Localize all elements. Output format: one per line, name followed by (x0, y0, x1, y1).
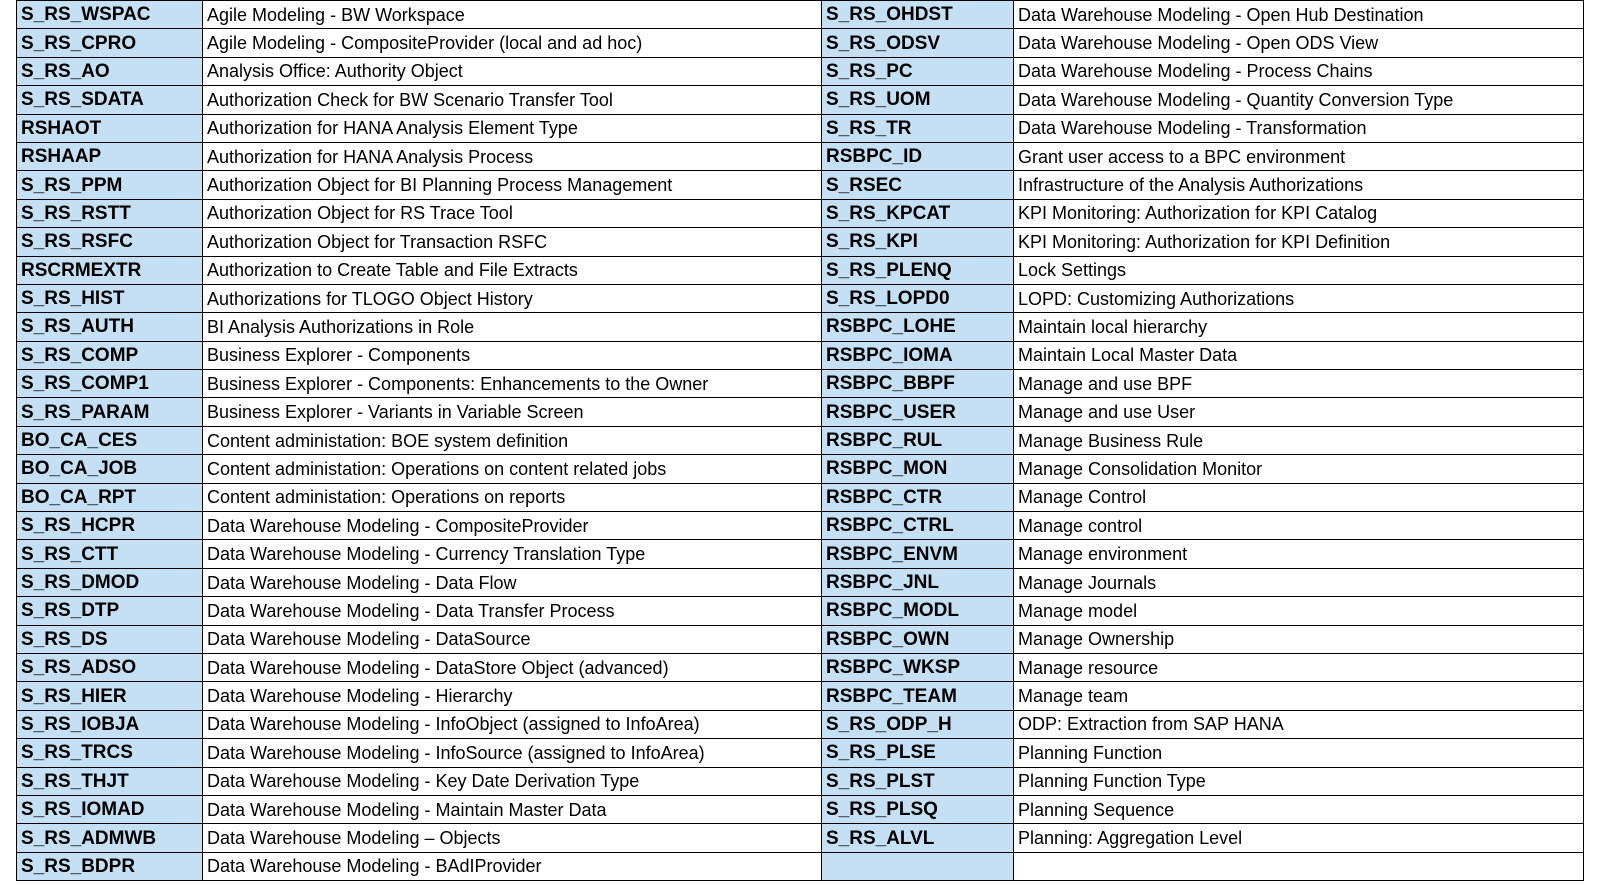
authorization-object-description: KPI Monitoring: Authorization for KPI Catalog (1014, 199, 1584, 227)
table-row (17, 29, 822, 57)
authorization-object-code: S_RS_ADSO (17, 653, 203, 681)
authorization-object-code: RSBPC_LOHE (822, 313, 1014, 341)
authorization-object-code: S_RS_PLENQ (822, 256, 1014, 284)
authorization-object-description: Agile Modeling - CompositeProvider (local and ad hoc) (203, 29, 822, 57)
authorization-object-code: S_RS_ALVL (822, 824, 1014, 852)
authorization-object-description: Manage Business Rule (1014, 426, 1584, 454)
authorization-object-description: Maintain local hierarchy (1014, 313, 1584, 341)
authorization-object-code: S_RSEC (822, 171, 1014, 199)
table-row (17, 540, 822, 568)
table-row (17, 114, 822, 142)
right-table-body (822, 1, 1584, 881)
authorization-object-code: S_RS_HCPR (17, 512, 203, 540)
table-row (17, 341, 822, 369)
table-row (17, 455, 822, 483)
table-row (17, 171, 822, 199)
table-row (17, 398, 822, 426)
authorization-object-description: Manage Ownership (1014, 625, 1584, 653)
authorization-object-description: Data Warehouse Modeling – Objects (203, 824, 822, 852)
table-row (822, 710, 1584, 738)
authorization-object-description: Lock Settings (1014, 256, 1584, 284)
authorization-object-code (822, 852, 1014, 880)
table-row (822, 341, 1584, 369)
authorization-object-description: Content administation: Operations on reports (203, 483, 822, 511)
authorization-object-description: Data Warehouse Modeling - CompositeProvider (203, 512, 822, 540)
authorization-object-code: S_RS_AUTH (17, 313, 203, 341)
table-row (17, 682, 822, 710)
table-row (822, 568, 1584, 596)
table-row (17, 1, 822, 29)
table-row (822, 142, 1584, 170)
authorization-object-code: S_RS_IOBJA (17, 710, 203, 738)
table-row (822, 86, 1584, 114)
authorization-object-code: S_RS_HIST (17, 284, 203, 312)
table-row (822, 57, 1584, 85)
table-row (822, 852, 1584, 880)
table-row (822, 284, 1584, 312)
table-row (822, 824, 1584, 852)
table-row (822, 597, 1584, 625)
authorization-object-description: Authorizations for TLOGO Object History (203, 284, 822, 312)
table-row (17, 824, 822, 852)
authorization-object-description: Data Warehouse Modeling - InfoObject (assigned to InfoArea) (203, 710, 822, 738)
table-row (822, 398, 1584, 426)
authorization-object-code: BO_CA_CES (17, 426, 203, 454)
table-row (822, 483, 1584, 511)
authorization-object-description: Infrastructure of the Analysis Authorizations (1014, 171, 1584, 199)
authorization-object-description: Business Explorer - Variants in Variable Screen (203, 398, 822, 426)
authorization-object-description: Data Warehouse Modeling - Quantity Conversion Type (1014, 86, 1584, 114)
authorization-object-code: S_RS_TR (822, 114, 1014, 142)
authorization-object-description: Planning: Aggregation Level (1014, 824, 1584, 852)
table-row (17, 597, 822, 625)
authorization-object-code: S_RS_THJT (17, 767, 203, 795)
authorization-object-description: Manage and use User (1014, 398, 1584, 426)
table-row (822, 653, 1584, 681)
table-row (822, 455, 1584, 483)
authorization-object-description: Data Warehouse Modeling - Hierarchy (203, 682, 822, 710)
authorization-object-description: BI Analysis Authorizations in Role (203, 313, 822, 341)
authorization-object-description: Data Warehouse Modeling - DataSource (203, 625, 822, 653)
authorization-object-code: S_RS_RSTT (17, 199, 203, 227)
authorization-object-description: Planning Function (1014, 739, 1584, 767)
authorization-object-code: BO_CA_JOB (17, 455, 203, 483)
table-row (822, 313, 1584, 341)
authorization-object-code: S_RS_DTP (17, 597, 203, 625)
table-row (17, 767, 822, 795)
authorization-object-description: Authorization for HANA Analysis Process (203, 142, 822, 170)
left-table-body (17, 1, 822, 881)
authorization-object-code: S_RS_ADMWB (17, 824, 203, 852)
table-row (822, 370, 1584, 398)
authorization-object-code: RSCRMEXTR (17, 256, 203, 284)
authorization-object-code: S_RS_KPCAT (822, 199, 1014, 227)
table-row (17, 710, 822, 738)
authorization-object-code: S_RS_COMP1 (17, 370, 203, 398)
table-row (17, 795, 822, 823)
authorization-object-code: S_RS_UOM (822, 86, 1014, 114)
authorization-object-code: RSBPC_MON (822, 455, 1014, 483)
authorization-object-code: RSBPC_CTR (822, 483, 1014, 511)
table-row (17, 625, 822, 653)
table-row (17, 86, 822, 114)
authorization-object-description: Business Explorer - Components: Enhancements to the Owner (203, 370, 822, 398)
authorization-object-description: KPI Monitoring: Authorization for KPI Definition (1014, 228, 1584, 256)
authorization-object-code: S_RS_SDATA (17, 86, 203, 114)
authorization-object-description: Planning Function Type (1014, 767, 1584, 795)
authorization-object-code: S_RS_COMP (17, 341, 203, 369)
authorization-object-description (1014, 852, 1584, 880)
authorization-object-description: Business Explorer - Components (203, 341, 822, 369)
table-row (17, 653, 822, 681)
table-row (17, 852, 822, 880)
table-row (822, 228, 1584, 256)
authorization-object-description: Authorization Object for RS Trace Tool (203, 199, 822, 227)
authorization-object-description: Content administation: BOE system definition (203, 426, 822, 454)
authorization-object-description: Data Warehouse Modeling - Data Transfer Process (203, 597, 822, 625)
authorization-object-description: Manage Control (1014, 483, 1584, 511)
authorization-object-description: Data Warehouse Modeling - Data Flow (203, 568, 822, 596)
right-authorization-table (821, 0, 1584, 881)
authorization-object-code: RSBPC_ENVM (822, 540, 1014, 568)
table-row (822, 682, 1584, 710)
authorization-object-description: Manage resource (1014, 653, 1584, 681)
authorization-object-description: Content administation: Operations on content related jobs (203, 455, 822, 483)
authorization-object-description: Manage Consolidation Monitor (1014, 455, 1584, 483)
table-row (822, 739, 1584, 767)
authorization-object-code: S_RS_OHDST (822, 1, 1014, 29)
authorization-object-code: RSBPC_CTRL (822, 512, 1014, 540)
authorization-object-code: S_RS_AO (17, 57, 203, 85)
table-row (17, 568, 822, 596)
authorization-object-description: Authorization Check for BW Scenario Transfer Tool (203, 86, 822, 114)
authorization-object-code: RSHAOT (17, 114, 203, 142)
table-row (822, 1, 1584, 29)
authorization-object-code: S_RS_CPRO (17, 29, 203, 57)
authorization-object-code: S_RS_PLST (822, 767, 1014, 795)
authorization-object-description: Manage Journals (1014, 568, 1584, 596)
authorization-object-code: S_RS_PLSQ (822, 795, 1014, 823)
table-row (822, 29, 1584, 57)
authorization-objects-tables (16, 0, 1584, 881)
authorization-object-code: S_RS_ODP_H (822, 710, 1014, 738)
table-row (17, 199, 822, 227)
authorization-object-description: Analysis Office: Authority Object (203, 57, 822, 85)
authorization-object-code: S_RS_PPM (17, 171, 203, 199)
authorization-object-code: S_RS_PLSE (822, 739, 1014, 767)
table-row (822, 512, 1584, 540)
authorization-object-code: S_RS_PARAM (17, 398, 203, 426)
authorization-object-code: RSBPC_TEAM (822, 682, 1014, 710)
authorization-object-code: RSHAAP (17, 142, 203, 170)
authorization-object-description: Maintain Local Master Data (1014, 341, 1584, 369)
table-row (17, 228, 822, 256)
authorization-object-code: RSBPC_MODL (822, 597, 1014, 625)
authorization-object-code: RSBPC_WKSP (822, 653, 1014, 681)
authorization-object-code: RSBPC_USER (822, 398, 1014, 426)
authorization-object-description: Planning Sequence (1014, 795, 1584, 823)
authorization-object-code: RSBPC_ID (822, 142, 1014, 170)
authorization-object-code: S_RS_DS (17, 625, 203, 653)
authorization-object-description: Manage model (1014, 597, 1584, 625)
table-row (17, 739, 822, 767)
authorization-object-code: S_RS_IOMAD (17, 795, 203, 823)
authorization-object-description: Manage and use BPF (1014, 370, 1584, 398)
authorization-object-code: S_RS_ODSV (822, 29, 1014, 57)
authorization-object-description: Authorization to Create Table and File Extracts (203, 256, 822, 284)
authorization-object-description: Authorization for HANA Analysis Element Type (203, 114, 822, 142)
authorization-object-description: Grant user access to a BPC environment (1014, 142, 1584, 170)
table-row (17, 426, 822, 454)
authorization-object-description: Data Warehouse Modeling - BAdIProvider (203, 852, 822, 880)
authorization-object-description: Manage control (1014, 512, 1584, 540)
table-row (822, 426, 1584, 454)
authorization-object-description: Authorization Object for BI Planning Process Management (203, 171, 822, 199)
authorization-object-code: RSBPC_IOMA (822, 341, 1014, 369)
table-row (822, 256, 1584, 284)
authorization-object-code: RSBPC_BBPF (822, 370, 1014, 398)
table-row (17, 142, 822, 170)
authorization-object-description: Data Warehouse Modeling - Maintain Master Data (203, 795, 822, 823)
table-row (17, 57, 822, 85)
authorization-object-description: Manage environment (1014, 540, 1584, 568)
table-row (17, 256, 822, 284)
authorization-object-code: S_RS_LOPD0 (822, 284, 1014, 312)
authorization-object-description: Data Warehouse Modeling - Key Date Derivation Type (203, 767, 822, 795)
authorization-object-code: S_RS_DMOD (17, 568, 203, 596)
authorization-object-code: S_RS_TRCS (17, 739, 203, 767)
authorization-object-code: RSBPC_RUL (822, 426, 1014, 454)
authorization-object-description: Manage team (1014, 682, 1584, 710)
authorization-object-description: Authorization Object for Transaction RSFC (203, 228, 822, 256)
authorization-object-description: Data Warehouse Modeling - Transformation (1014, 114, 1584, 142)
authorization-object-description: Data Warehouse Modeling - InfoSource (assigned to InfoArea) (203, 739, 822, 767)
table-row (822, 171, 1584, 199)
authorization-object-description: LOPD: Customizing Authorizations (1014, 284, 1584, 312)
table-row (822, 540, 1584, 568)
authorization-object-code: S_RS_PC (822, 57, 1014, 85)
authorization-object-code: S_RS_CTT (17, 540, 203, 568)
authorization-object-description: Agile Modeling - BW Workspace (203, 1, 822, 29)
authorization-object-description: Data Warehouse Modeling - Process Chains (1014, 57, 1584, 85)
table-row (17, 313, 822, 341)
authorization-object-code: RSBPC_JNL (822, 568, 1014, 596)
authorization-object-code: BO_CA_RPT (17, 483, 203, 511)
table-row (822, 795, 1584, 823)
left-authorization-table (16, 0, 822, 881)
authorization-object-code: S_RS_RSFC (17, 228, 203, 256)
authorization-object-description: Data Warehouse Modeling - Currency Translation Type (203, 540, 822, 568)
authorization-object-code: S_RS_HIER (17, 682, 203, 710)
table-row (17, 284, 822, 312)
table-row (822, 767, 1584, 795)
table-row (822, 625, 1584, 653)
authorization-object-code: S_RS_WSPAC (17, 1, 203, 29)
table-row (17, 370, 822, 398)
authorization-object-code: S_RS_BDPR (17, 852, 203, 880)
authorization-object-code: RSBPC_OWN (822, 625, 1014, 653)
authorization-object-description: Data Warehouse Modeling - Open Hub Destination (1014, 1, 1584, 29)
table-row (17, 512, 822, 540)
table-row (822, 199, 1584, 227)
authorization-object-description: ODP: Extraction from SAP HANA (1014, 710, 1584, 738)
authorization-object-description: Data Warehouse Modeling - DataStore Object (advanced) (203, 653, 822, 681)
table-row (822, 114, 1584, 142)
authorization-object-description: Data Warehouse Modeling - Open ODS View (1014, 29, 1584, 57)
authorization-object-code: S_RS_KPI (822, 228, 1014, 256)
table-row (17, 483, 822, 511)
